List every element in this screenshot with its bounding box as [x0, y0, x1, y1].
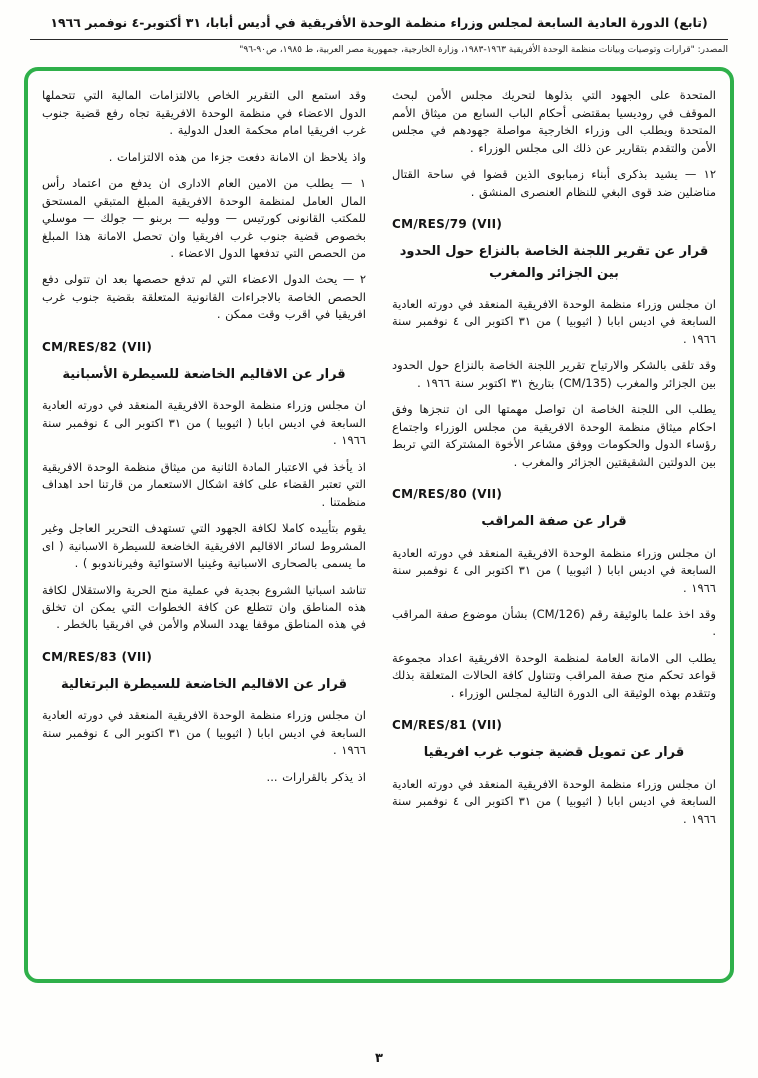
resolution-code: CM/RES/82 (VII) — [42, 339, 153, 354]
paragraph: وقد استمع الى التقرير الخاص بالالتزامات المالية التي تتحملها الدول الاعضاء في منظمة الوحدة الافريقية تجاه رفع قضية جنوب غرب افريقيا امام محكمة العدل الدولية . — [42, 88, 366, 138]
paragraph: تناشد اسبانيا الشروع بجدية في عملية منح الحرية والاستقلال لكافة هذه المناطق وان تتطلع عن كافة الخطوات التي يمكن ان تخلق في هذه المناطق موقفا يهدد السلام والأمن في افريقيا بالخطر . — [42, 582, 366, 632]
paragraph: ان مجلس وزراء منظمة الوحدة الافريقية المنعقد في دورته العادية السابعة في اديس ابابا ( اثيوبيا ) من ٣١ اكتوبر الى ٤ نوفمبر سنة ١٩٦٦ . — [392, 296, 716, 346]
resolution-title: قرار عن صفة المراقب — [481, 514, 627, 530]
page-number: ٣ — [375, 1051, 383, 1066]
content-border-box — [24, 67, 734, 983]
paragraph: ان مجلس وزراء منظمة الوحدة الافريقية المنعقد في دورته العادية السابعة في اديس ابابا ( اثيوبيا ) من ٣١ اكتوبر الى ٤ نوفمبر سنة ١٩٦٦ . — [392, 776, 716, 826]
header-source-line: المصدر: "قرارات وتوصيات وبيانات منظمة الوحدة الأفريقية ١٩٦٣-١٩٨٣، وزارة الخارجية، جمهورية مصر العربية، ط ١٩٨٥، ص٩٠-٩٦" — [239, 44, 728, 55]
paragraph: ان مجلس وزراء منظمة الوحدة الافريقية المنعقد في دورته العادية السابعة في اديس ابابا ( اثيوبيا ) من ٣١ اكتوبر الى ٤ نوفمبر سنة ١٩٦٦ . — [42, 398, 366, 448]
paragraph: اذ يذكر بالقرارات ... — [266, 769, 366, 784]
paragraph: المتحدة على الجهود التي بذلوها لتحريك مجلس الأمن لبحث الموقف في روديسيا بمقتضى أحكام الباب السابع من ميثاق الأمم المتحدة ويطلب الى وزراء الخارجية مواصلة جهودهم في مجلس الأمن والتقدم بتقارير عن ذلك الى مجلس الوزراء . — [392, 88, 716, 155]
two-column-layout — [42, 87, 716, 969]
column-right — [392, 87, 716, 969]
paragraph: ٢ — يحث الدول الاعضاء التي لم تدفع حصصها بعد ان تتولى دفع الحصص الخاصة بالاجراءات القانونية المتعلقة بقضية جنوب غرب افريقيا في اقرب وقت ممكن . — [42, 272, 366, 322]
paragraph: ١٢ — يشيد بذكرى أبناء زمبابوى الذين قضوا في ساحة القتال مناضلين ضد قوى البغي للنظام العنصرى المنشق . — [392, 167, 716, 199]
column-left — [42, 87, 366, 969]
resolution-title: قرار عن الاقاليم الخاضعة للسيطرة الأسبانية — [62, 366, 346, 382]
paragraph: ان مجلس وزراء منظمة الوحدة الافريقية المنعقد في دورته العادية السابعة في اديس ابابا ( اثيوبيا ) من ٣١ اكتوبر الى ٤ نوفمبر سنة ١٩٦٦ . — [392, 545, 716, 595]
resolution-code: CM/RES/79 (VII) — [392, 217, 503, 232]
paragraph: يقوم بتأييده كاملا لكافة الجهود التي تستهدف التحرير العاجل وغير المشروط لسائر الاقاليم الافريقية الخاضعة للسيطرة الاسبانية ( اى ما يسمى بالصحارى الاسبانية وغينيا الاستوائية وفيرناندوبو ) . — [42, 521, 366, 571]
paragraph: ١ — يطلب من الامين العام الادارى ان يدفع من اعتماد رأس المال العامل لمنظمة الوحدة الافريقية المبلغ المتبقي المستحق للمكتب القانونى كورتيس — ووليه — بربنو — جولك — موسلي بخصوص قضية جنوب غرب افريقيا وان تحصل الامانة هذا المبلغ من الحصص التي تدفعها الدول الاعضاء . — [42, 176, 366, 260]
resolution-code: CM/RES/80 (VII) — [392, 487, 503, 502]
paragraph: وقد اخذ علما بالوثيقة رقم (CM/126) بشأن موضوع صفة المراقب . — [392, 607, 716, 639]
resolution-code: CM/RES/81 (VII) — [392, 718, 503, 733]
resolution-title: قرار عن الاقاليم الخاضعة للسيطرة البرتغالية — [60, 676, 348, 692]
resolution-code: CM/RES/83 (VII) — [42, 649, 153, 664]
resolution-title: قرار عن تمويل قضية جنوب غرب افريقيا — [423, 745, 685, 761]
header-title: (تابع) الدورة العادية السابعة لمجلس وزراء منظمة الوحدة الأفريقية في أديس أبابا، ٣١ أكتوبر-٤ نوفمبر ١٩٦٦ — [50, 15, 708, 30]
header-divider — [30, 39, 728, 40]
page-header — [0, 0, 758, 57]
paragraph: واذ يلاحظ ان الامانة دفعت جزءا من هذه الالتزامات . — [108, 149, 366, 164]
resolution-title: قرار عن تقرير اللجنة الخاصة بالنزاع حول الحدود بين الجزائر والمغرب — [399, 244, 709, 281]
paragraph: يطلب الى اللجنة الخاصة ان تواصل مهمتها الى ان تنجزها وفق احكام ميثاق منظمة الوحدة الافريقية من مجلس الوزراء واجتماع رؤساء الدول والحكومات ووفق مشاعر الأخوة المشتركة التي تربط بين الدولتين الشقيقتين الجزائر والمغرب . — [392, 402, 716, 469]
paragraph: اذ يأخذ في الاعتبار المادة الثانية من ميثاق منظمة الوحدة الافريقية التي تعتبر القضاء على كافة اشكال الاستعمار من قارتنا احد اهداف منظمتنا . — [42, 459, 366, 509]
paragraph: وقد تلقى بالشكر والارتياح تقرير اللجنة الخاصة بالنزاع حول الحدود بين الجزائر والمغرب (CM/135) بتاريخ ٣١ اكتوبر سنة ١٩٦٦ . — [392, 358, 716, 390]
paragraph: ان مجلس وزراء منظمة الوحدة الافريقية المنعقد في دورته العادية السابعة في اديس ابابا ( اثيوبيا ) من ٣١ اكتوبر الى ٤ نوفمبر سنة ١٩٦٦ . — [42, 708, 366, 758]
paragraph: يطلب الى الامانة العامة لمنظمة الوحدة الافريقية اعداد مجموعة قواعد تحكم منح صفة المراقب وتتناول كافة الحالات المتعلقة بذلك وتتقدم بهذه الوثيقة الى الدورة التالية لمجلس الوزراء . — [392, 650, 716, 700]
